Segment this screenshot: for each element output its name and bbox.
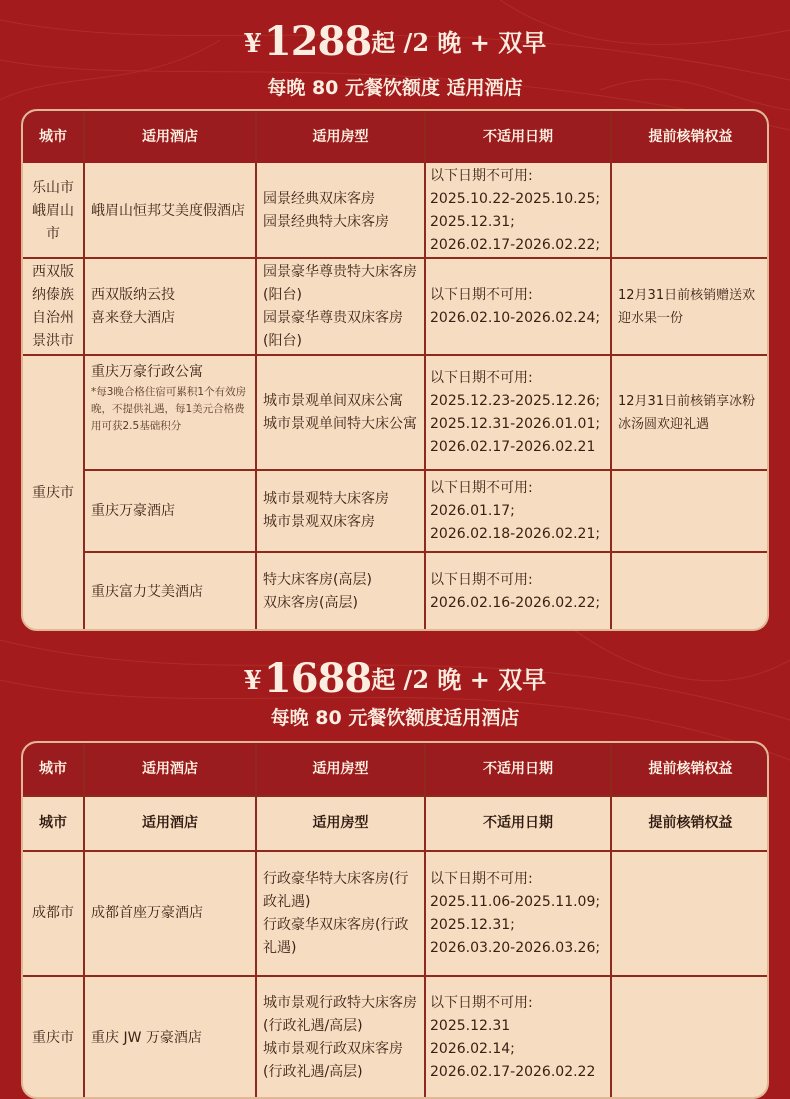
hotel-name: 峨眉山恒邦艾美度假酒店 xyxy=(91,202,245,219)
blackout-dates: 以下日期不可用: 2026.02.16-2026.02.22; xyxy=(430,572,601,611)
header-benefit: 提前核销权益 xyxy=(612,111,769,163)
dates-cell xyxy=(426,852,610,975)
benefit-cell xyxy=(612,553,767,631)
dates-cell xyxy=(426,553,610,631)
price-suffix: 起 /2 晚 + 双早 xyxy=(371,28,547,57)
hotel-name: 成都首座万豪酒店 xyxy=(91,905,203,921)
city-cell xyxy=(25,356,81,631)
hotel-name: 重庆万豪酒店 xyxy=(91,502,175,519)
room-cell xyxy=(257,977,422,1099)
city-text: 重庆市 xyxy=(32,485,74,501)
price-value: 1688 xyxy=(263,655,372,702)
hotel-cell xyxy=(85,361,253,467)
section-subtitle: 每晚 80 元餐饮额度 适用酒店 xyxy=(267,77,523,99)
hotel-name: 重庆 JW 万豪酒店 xyxy=(91,1029,202,1046)
benefit-cell xyxy=(612,165,767,257)
header-dates: 不适用日期 xyxy=(426,743,610,795)
hotel-cell xyxy=(85,553,253,631)
header-city: 城市 xyxy=(23,743,83,795)
hotel-name: 重庆富力艾美酒店 xyxy=(91,583,203,600)
header-room: 适用房型 xyxy=(257,743,424,795)
benefit-cell xyxy=(612,471,767,551)
room-cell xyxy=(257,553,422,631)
blackout-dates: 以下日期不可用: 2026.02.10-2026.02.24; xyxy=(430,286,601,326)
city-cell xyxy=(25,977,81,1099)
blackout-dates: 以下日期不可用: 2025.12.23-2025.12.26; 2025.12.31-2026.01.01; 2026.02.17-2026.02.21 xyxy=(430,369,601,455)
header-city: 城市 xyxy=(23,111,83,163)
hotel-cell xyxy=(85,471,253,551)
city-text: 成都市 xyxy=(32,905,74,921)
price-suffix: 起 /2 晚 + 双早 xyxy=(371,665,547,694)
city-cell xyxy=(25,259,81,354)
header-hotel: 适用酒店 xyxy=(85,743,255,795)
city-cell xyxy=(25,165,81,257)
dates-cell xyxy=(426,977,610,1099)
currency-symbol: ¥ xyxy=(243,666,262,696)
subheader-city: 城市 xyxy=(23,797,83,850)
header-benefit: 提前核销权益 xyxy=(612,743,769,795)
room-types: 园景豪华尊贵特大床客房(阳台) 园景豪华尊贵双床客房(阳台) xyxy=(263,263,417,349)
hotel-cell xyxy=(85,165,253,257)
currency-symbol: ¥ xyxy=(243,29,262,59)
header-hotel: 适用酒店 xyxy=(85,111,255,163)
subheader-hotel: 适用酒店 xyxy=(85,797,255,850)
hotel-note: *每3晚合格住宿可累积1个有效房晚，不提供礼遇，每1美元合格费用可获2.5基础积分 xyxy=(91,386,247,432)
room-types: 园景经典双床客房 园景经典特大床客房 xyxy=(263,191,389,230)
city-text: 西双版纳傣族自治州景洪市 xyxy=(32,263,74,349)
hotel-name: 西双版纳云投 喜来登大酒店 xyxy=(91,286,175,326)
room-types: 行政豪华特大床客房(行政礼遇) 行政豪华双床客房(行政礼遇) xyxy=(263,870,409,956)
room-types: 城市景观行政特大床客房(行政礼遇/高层) 城市景观行政双床客房(行政礼遇/高层) xyxy=(263,995,417,1080)
benefit-text: 12月31日前核销享冰粉冰汤圆欢迎礼遇 xyxy=(618,393,756,432)
hotel-cell xyxy=(85,259,253,354)
price-value: 1288 xyxy=(263,18,372,65)
subheader-room: 适用房型 xyxy=(257,797,424,850)
benefit-cell xyxy=(612,259,767,354)
dates-cell xyxy=(426,356,610,469)
header-dates: 不适用日期 xyxy=(426,111,610,163)
blackout-dates: 以下日期不可用: 2025.12.31 2026.02.14; 2026.02.17-2026.02.22 xyxy=(430,995,596,1080)
room-cell xyxy=(257,356,422,469)
benefit-cell xyxy=(612,852,767,975)
hotel-cell xyxy=(85,852,253,975)
blackout-dates: 以下日期不可用: 2025.10.22-2025.10.25; 2025.12.31; 2026.02.17-2026.02.22; xyxy=(430,168,601,253)
city-cell xyxy=(25,852,81,975)
benefit-text: 12月31日前核销赠送欢迎水果一份 xyxy=(618,287,756,326)
header-room: 适用房型 xyxy=(257,111,424,163)
price-heading xyxy=(0,655,790,703)
section-subtitle: 每晚 80 元餐饮额度适用酒店 xyxy=(270,707,520,729)
benefit-cell xyxy=(612,977,767,1099)
blackout-dates: 以下日期不可用: 2026.01.17; 2026.02.18-2026.02.21; xyxy=(430,479,601,542)
hotel-table xyxy=(21,741,769,1099)
city-text: 乐山市峨眉山市 xyxy=(32,179,74,242)
hotel-table xyxy=(21,109,769,631)
offer-section-1688 xyxy=(0,655,790,1080)
subheader-dates: 不适用日期 xyxy=(426,797,610,850)
hotel-name: 重庆万豪行政公寓 xyxy=(91,364,203,380)
room-types: 城市景观单间双床公寓 城市景观单间特大床公寓 xyxy=(263,392,417,432)
blackout-dates: 以下日期不可用: 2025.11.06-2025.11.09; 2025.12.31; 2026.03.20-2026.03.26; xyxy=(430,870,601,956)
room-cell xyxy=(257,259,422,354)
room-types: 特大床客房(高层) 双床客房(高层) xyxy=(263,572,372,611)
room-cell xyxy=(257,852,422,975)
benefit-cell xyxy=(612,356,767,469)
subheader-benefit: 提前核销权益 xyxy=(612,797,769,850)
room-cell xyxy=(257,165,422,257)
room-types: 城市景观特大床客房 城市景观双床客房 xyxy=(263,491,389,530)
dates-cell xyxy=(426,471,610,551)
city-text: 重庆市 xyxy=(32,1029,74,1046)
dates-cell xyxy=(426,259,610,354)
price-heading xyxy=(0,0,790,66)
hotel-cell xyxy=(85,977,253,1099)
dates-cell xyxy=(426,165,610,257)
room-cell xyxy=(257,471,422,551)
